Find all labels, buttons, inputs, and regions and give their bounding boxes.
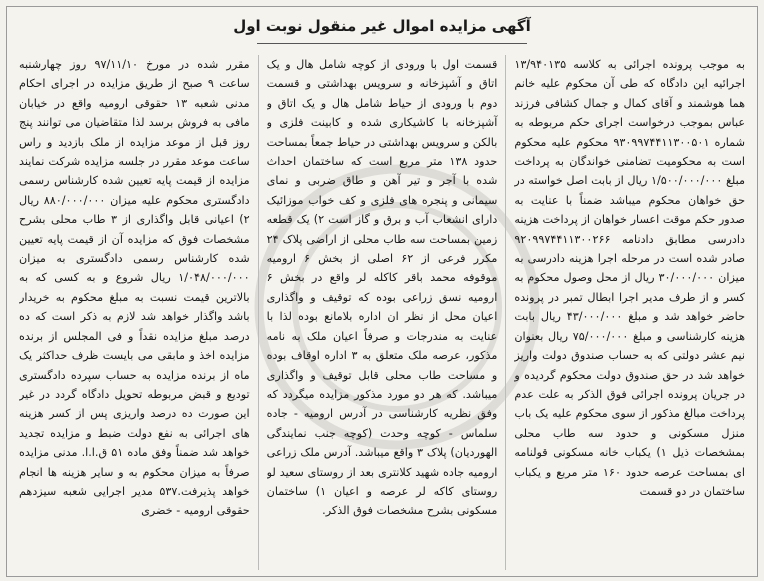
notice-title: آگهی مزایده اموال غیر منقول نوبت اول — [233, 17, 531, 35]
notice-column-text: مقرر شده در مورخ ۹۷/۱۱/۱۰ روز چهارشنبه ساعت ۹ صبح از طریق مزایده در اجرای احکام مدنی شعبه ۱۳ حقوقی ارومیه واقع در خیابان مافی به فروش برسد لذا متقاضیان می توانند پنج روز قبل از موعد مزایده از ملک بازدید و راس ساعت موعد مقرر در جلسه مزایده شرکت نمایند مزایده از قیمت پایه تعیین شده کارشناس رسمی دادگستری محکوم علیه میزان ۸۸۰/۰۰۰/۰۰۰ ریال ۲) اعیانی قابل واگذاری از ۳ طاب محلی بشرح مشخصات فوق که مزایده آن از قیمت پایه تعیین شده کارشناس رسمی دادگستری به میزان ۱/۰۴۸/۰۰۰/۰۰۰ ریال شروع و به کسی که به بالاترین قیمت نسبت به مبلغ محکوم به خریدار باشد واگذار خواهد شد لازم به ذکر است که ده درصد مبلغ مزایده نقداً و فی المجلس از برنده مزایده اخذ و مابقی می بایست ظرف حداکثر یک ماه از برنده مزایده به حساب سپرده دادگستری تودیع و قبض مربوطه تحویل دادگاه گردد در غیر این صورت ده درصد واریزی پس از کسر هزینه های اجرائی به نفع دولت ضبط و مزایده تجدید خواهد شد ضمناً وفق ماده ۵۱ ق.ا.ا. مدنی مزایده صرفاً به میزان محکوم به و سایر هزینه ها انجام خواهد پذیرفت.۵۳۷ مدیر اجرایی شعبه سیزدهم حقوقی ارومیه - خضری — [18, 58, 250, 518]
notice-columns — [19, 55, 745, 570]
notice-column-text: قسمت اول با ورودی از کوچه شامل هال و یک اتاق و آشپزخانه و سرویس بهداشتی و قسمت دوم با ورودی از حیاط شامل هال و یک اتاق و آشپزخانه با کاشیکاری شده و کابینت فلزی و بالکن و سرویس بهداشتی در حیاط جمعاً بمساحت حدود ۱۳۸ متر مربع است که ساختمان احداث شده با آجر و تیر آهن و طاق ضربی و نمای سیمانی و پنجره های فلزی و کف خواب موزائیک دارای انشعاب آب و برق و گاز است ۲) یک قطعه زمین بمساحت سه طاب محلی از اراضی پلاک ۲۴ مکرر فرعی از ۶۲ اصلی از بخش ۶ ارومیه موقوفه محمد باقر کاکله لر واقع در بخش ۶ ارومیه نسق زراعی بوده که توقیف و واگذاری اعیان محل از نظر ان اداره بلامانع بوده لذا با عنایت به مندرجات و صرفاً اعیان ملک به نامه مذکور، عرصه ملک متعلق به ۳ اداره اوقاف بوده و مساحت طاب محلی قابل توقیف و واگذاری میباشد. که هر دو مورد مذکور مزایده میگردد که وفق نظریه کارشناسی در آدرس ارومیه - جاده سلماس - کوچه وحدت (کوچه جنب نمایندگی الهوردیان) پلاک ۳ واقع میباشد. آدرس ملک زراعی ارومیه جاده شهید کلانتری بعد از روستای سعید لو روستای کاکه لر عرصه و اعیان ۱) ساختمان مسکونی بشرح مشخصات فوق الذکر. — [266, 58, 498, 518]
notice-column-right — [514, 55, 745, 570]
notice-frame — [6, 6, 758, 577]
notice-column-middle — [267, 55, 507, 570]
notice-column-text: به موجب پرونده اجرائی به کلاسه ۱۳/۹۴۰۱۳۵ اجرائیه این دادگاه که طی آن محکوم علیه خانم هما هوشمند و آقای کمال و جمال کشافی فرزند عباس بموجب درخواست اجرای حکم مربوطه به شماره ۹۳۰۹۹۷۴۴۱۱۳۰۰۵۰۱ محکوم علیه محکوم است به محکومیت تضامنی خواندگان به پرداخت مبلغ ۱/۵۰۰/۰۰۰/۰۰۰ ریال از بابت اصل خواسته در حق خواهان محکوم میباشد ضمناً با عنایت به صدور حکم موقت اعسار خواهان از پرداخت هزینه دادرسی مطابق دادنامه ۹۲۰۹۹۷۴۴۱۱۳۰۰۲۶۶ صادر شده است در مرحله اجرا هزینه دادرسی به میزان ۳۰/۰۰۰/۰۰۰ ریال از محل وصول محکوم به کسر و از طرف مدیر اجرا ابطال تمبر در پرونده حاضر خواهد شد و مبلغ ۴۳/۰۰۰/۰۰۰ ریال بابت هزینه کارشناسی و مبلغ ۷۵/۰۰۰/۰۰۰ ریال بعنوان نیم عشر دولتی که به حساب صندوق دولت واریز خواهد شد در حق صندوق دولت محکوم گردیده و در جریان پرونده اجرائی فوق الذکر به علت عدم پرداخت مبالغ مذکور از سوی محکوم علیه یک باب منزل مسکونی و حدود سه طاب محلی بمشخصات ذیل ۱) یکباب خانه مسکونی قولنامه ای بمساحت عرصه حدود ۱۶۰ متر مربع و یکباب ساختمان در دو قسمت — [514, 58, 745, 498]
title-underline — [257, 43, 527, 44]
notice-column-left — [19, 55, 259, 570]
